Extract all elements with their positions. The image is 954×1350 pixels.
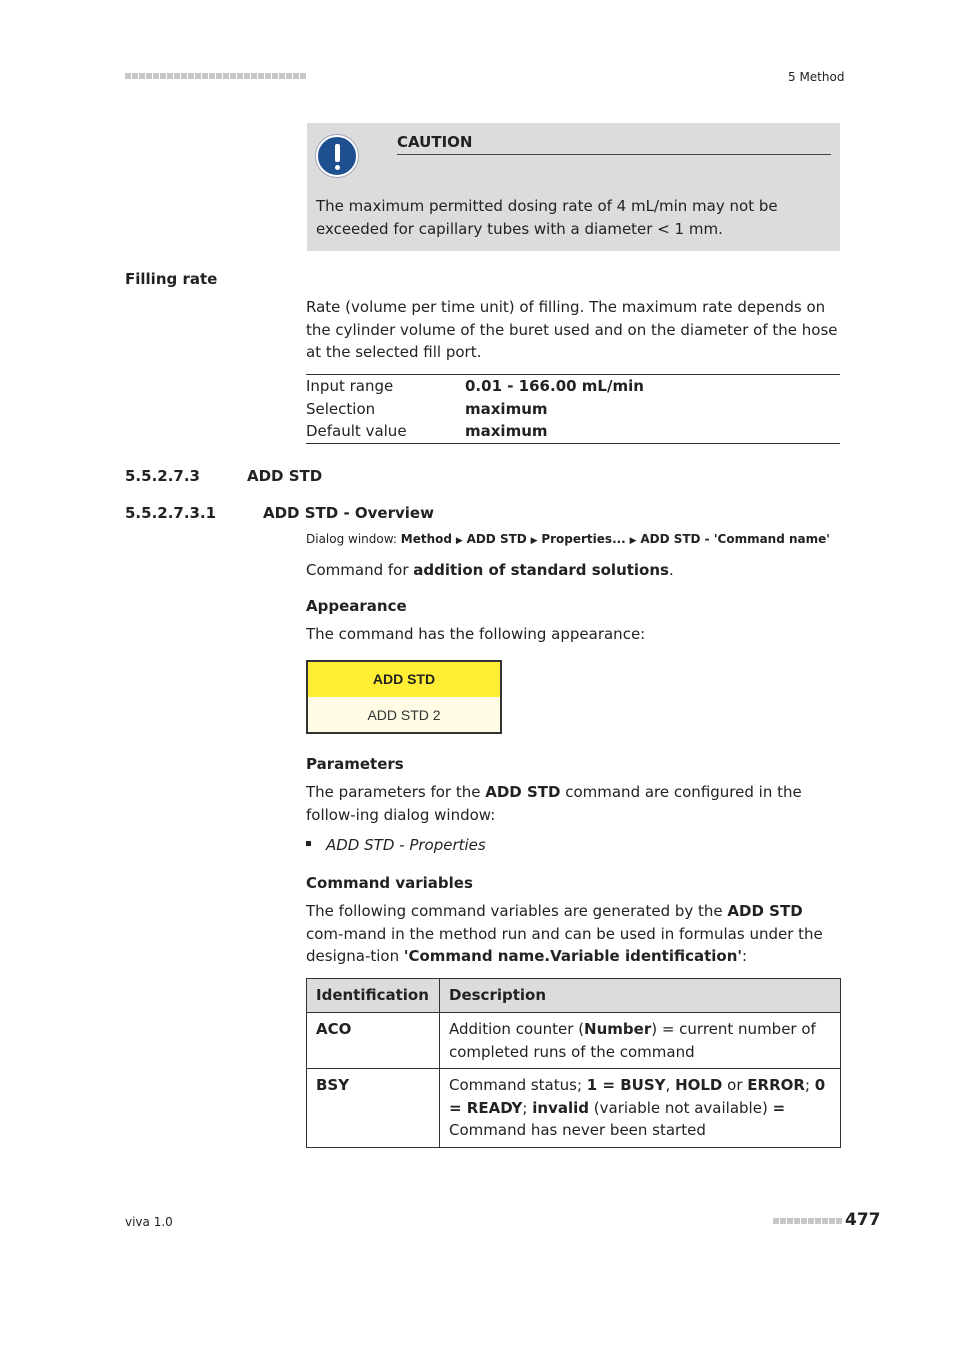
command-variables-heading: Command variables (306, 874, 473, 892)
breadcrumb-arrow-icon: ▶ (629, 536, 637, 546)
command-title: ADD STD (308, 662, 500, 697)
property-value: maximum (465, 422, 548, 440)
breadcrumb-arrow-icon: ▶ (455, 536, 463, 546)
filling-rate-description: Rate (volume per time unit) of filling. The maximum rate depends on the cylinder volume of the buret used and on the diameter of the hose at the selected fill port. (306, 298, 838, 361)
appearance-heading: Appearance (306, 597, 407, 615)
caution-title: CAUTION (397, 133, 831, 155)
command-variables-text: The following command variables are generated by the ADD STD com-mand in the method run and can be used in formulas under the designa-tion 'Command name.Variable identification': (306, 902, 823, 965)
variables-table (306, 978, 841, 1148)
table-row (307, 1069, 841, 1148)
breadcrumb-item: Method (400, 532, 452, 546)
parameters-heading: Parameters (306, 755, 404, 773)
property-row (306, 420, 840, 443)
bullet-text: ADD STD - Properties (326, 836, 486, 854)
exclamation-icon (316, 135, 358, 177)
filling-rate-properties (306, 374, 840, 444)
caution-text: The maximum permitted dosing rate of 4 mL/min may not be exceeded for capillary tubes with a diameter < 1 mm. (316, 197, 778, 238)
breadcrumb-arrow-icon: ▶ (530, 536, 538, 546)
appearance-text: The command has the following appearance: (306, 625, 646, 643)
breadcrumb-item: Properties... (541, 532, 626, 546)
command-name: ADD STD 2 (367, 707, 441, 723)
header-dots (125, 73, 307, 80)
section-title: ADD STD (247, 467, 323, 485)
variable-description: Command status; 1 = BUSY, HOLD or ERROR; 0 = READY; invalid (variable not available) = Command has never been started (440, 1069, 841, 1148)
property-key: Input range (306, 377, 394, 395)
column-header: Identification (307, 979, 440, 1013)
variable-id: BSY (307, 1069, 440, 1148)
property-row (306, 375, 840, 398)
caution-box (307, 123, 840, 251)
property-value: maximum (465, 399, 548, 418)
intro-text: Command for addition of standard solutions. (306, 561, 674, 579)
header-section: 5 Method (788, 70, 845, 84)
parameters-bullet (306, 836, 486, 854)
column-header: Description (440, 979, 841, 1013)
section-number: 5.5.2.7.3 (125, 467, 200, 485)
parameters-text: The parameters for the ADD STD command are configured in the follow-ing dialog window: (306, 783, 802, 824)
variable-description: Addition counter (Number) = current number of completed runs of the command (440, 1013, 841, 1069)
breadcrumb (306, 532, 830, 546)
footer-dots (773, 1218, 843, 1225)
breadcrumb-item: ADD STD - 'Command name' (640, 532, 830, 546)
command-preview (306, 660, 502, 734)
breadcrumb-item: ADD STD (466, 532, 527, 546)
property-key: Default value (306, 422, 407, 440)
subsection-number: 5.5.2.7.3.1 (125, 504, 217, 522)
property-value: 0.01 - 166.00 mL/min (465, 377, 644, 395)
bullet-square-icon (306, 841, 311, 846)
variable-id: ACO (307, 1013, 440, 1069)
filling-rate-heading: Filling rate (125, 270, 218, 288)
table-row (307, 1013, 841, 1069)
breadcrumb-prefix: Dialog window: (306, 532, 397, 546)
property-key: Selection (306, 399, 376, 418)
page-number: 477 (845, 1210, 881, 1230)
property-row (306, 398, 840, 421)
subsection-title: ADD STD - Overview (263, 504, 434, 522)
footer-product: viva 1.0 (125, 1215, 173, 1229)
